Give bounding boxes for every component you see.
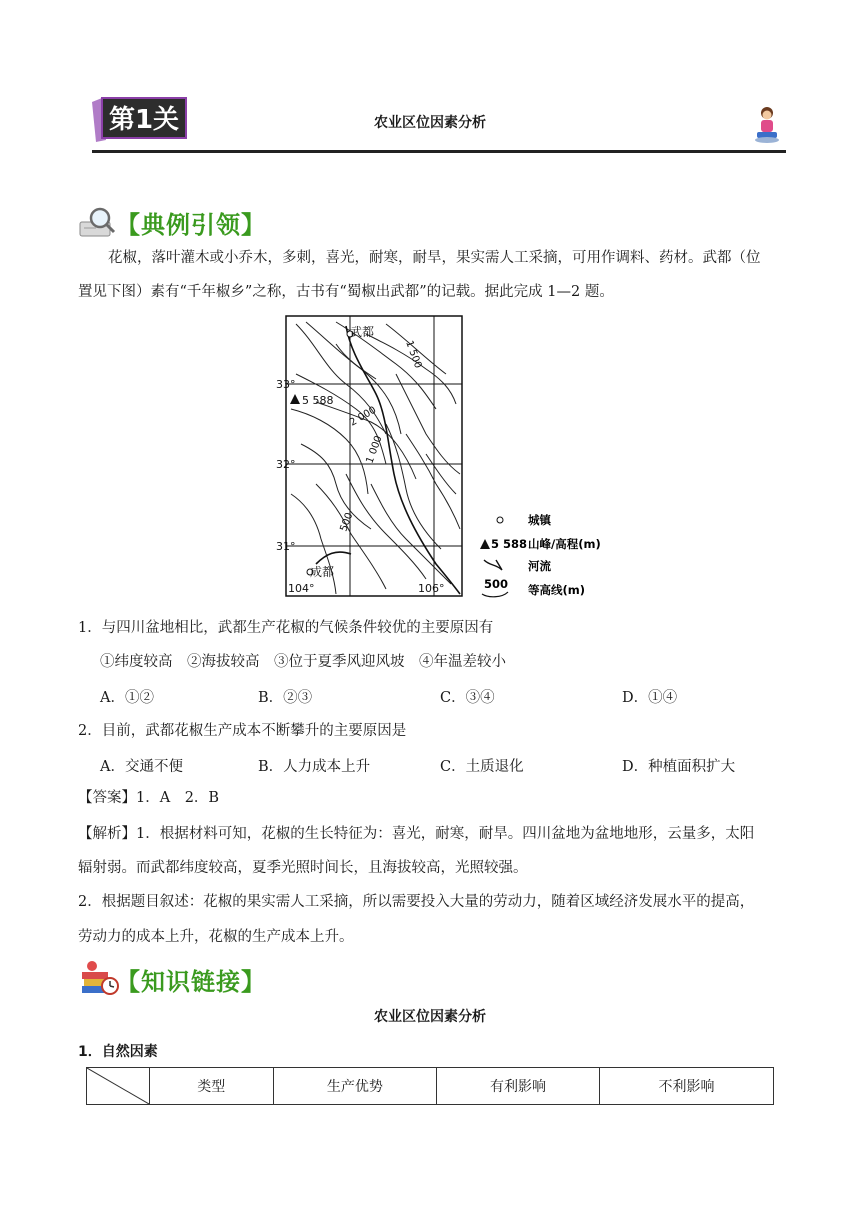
answer-line: 【答案】1．A 2．B	[78, 790, 220, 806]
legend-river: 河流	[528, 559, 551, 573]
label-lat-31: 31°	[276, 540, 296, 553]
intro-line-2: 置见下图）素有“千年椒乡”之称，古书有“蜀椒出武都”的记载。据此完成 1—2 题。	[78, 284, 614, 300]
table-corner-cell	[87, 1068, 150, 1105]
q1-option-c[interactable]: C．③④	[440, 690, 495, 706]
table-header-advantage: 生产优势	[273, 1068, 436, 1105]
analysis-line-1: 【解析】1．根据材料可知，花椒的生长特征为：喜光，耐寒，耐旱。四川盆地为盆地地形，云量多，太阳	[78, 826, 755, 842]
question-1-stem: 1．与四川盆地相比，武都生产花椒的气候条件较优的主要原因有	[78, 620, 494, 636]
topographic-map	[276, 314, 606, 604]
contour-label-1500: 1 500	[403, 339, 424, 370]
label-lat-33: 33°	[276, 378, 296, 391]
label-chengdu: 成都	[310, 565, 335, 579]
q1-option-d[interactable]: D．①④	[622, 690, 678, 706]
q1-option-a[interactable]: A．①②	[100, 690, 154, 706]
mascot-icon	[752, 106, 782, 144]
header-divider	[92, 150, 786, 153]
page-title: 农业区位因素分析	[374, 115, 486, 131]
legend-contour-value: 500	[484, 577, 509, 591]
analysis-line-4: 劳动力的成本上升，花椒的生产成本上升。	[78, 929, 354, 945]
contour-label-1000: 1 000	[364, 434, 385, 466]
analysis-line-3: 2．根据题目叙述：花椒的果实需人工采摘，所以需要投入大量的劳动力，随着区域经济发展水平的提高，	[78, 894, 755, 910]
section-heading-knowledge: 【知识链接】	[116, 968, 266, 996]
analysis-line-2: 辐射弱。而武都纬度较高，夏季光照时间长，且海拔较高，光照较强。	[78, 860, 528, 876]
contour-label-2000: 2 000	[348, 404, 379, 429]
subheading-natural-factors: 1．自然因素	[78, 1044, 158, 1060]
legend-peak-value: 5 588	[491, 537, 528, 551]
legend-peak-label: 山峰/高程(m)	[528, 537, 601, 551]
books-clock-icon	[78, 958, 120, 998]
chapter-badge-text: 第1关	[108, 105, 180, 135]
magnifier-icon	[78, 204, 120, 244]
label-wudu: 武都	[350, 325, 375, 339]
intro-line-1: 花椒，落叶灌木或小乔木，多刺，喜光，耐寒，耐旱，果实需人工采摘，可用作调料、药材。武都（位	[108, 250, 761, 266]
contour-label-500: 500	[338, 511, 356, 534]
label-peak: 5 588	[302, 394, 334, 407]
q2-option-d[interactable]: D．种植面积扩大	[622, 759, 736, 775]
table-header-type: 类型	[149, 1068, 273, 1105]
legend-contour-label: 等高线(m)	[528, 583, 585, 597]
knowledge-caption: 农业区位因素分析	[374, 1009, 486, 1025]
question-1-statements: ①纬度较高 ②海拔较高 ③位于夏季风迎风坡 ④年温差较小	[100, 654, 506, 670]
table-header-favorable: 有利影响	[436, 1068, 599, 1105]
q1-option-b[interactable]: B．②③	[258, 690, 313, 706]
legend-town: 城镇	[528, 513, 551, 527]
label-lon-106: 106°	[418, 582, 445, 595]
table-header-unfavorable: 不利影响	[599, 1068, 773, 1105]
question-2-stem: 2．目前，武都花椒生产成本不断攀升的主要原因是	[78, 723, 407, 739]
q2-option-c[interactable]: C．土质退化	[440, 759, 524, 775]
section-heading-example: 【典例引领】	[116, 211, 266, 239]
factors-table	[86, 1067, 774, 1105]
q2-option-b[interactable]: B．人力成本上升	[258, 759, 371, 775]
q2-option-a[interactable]: A．交通不便	[100, 759, 183, 775]
table-header-row	[87, 1068, 774, 1105]
label-lat-32: 32°	[276, 458, 296, 471]
label-lon-104: 104°	[288, 582, 315, 595]
